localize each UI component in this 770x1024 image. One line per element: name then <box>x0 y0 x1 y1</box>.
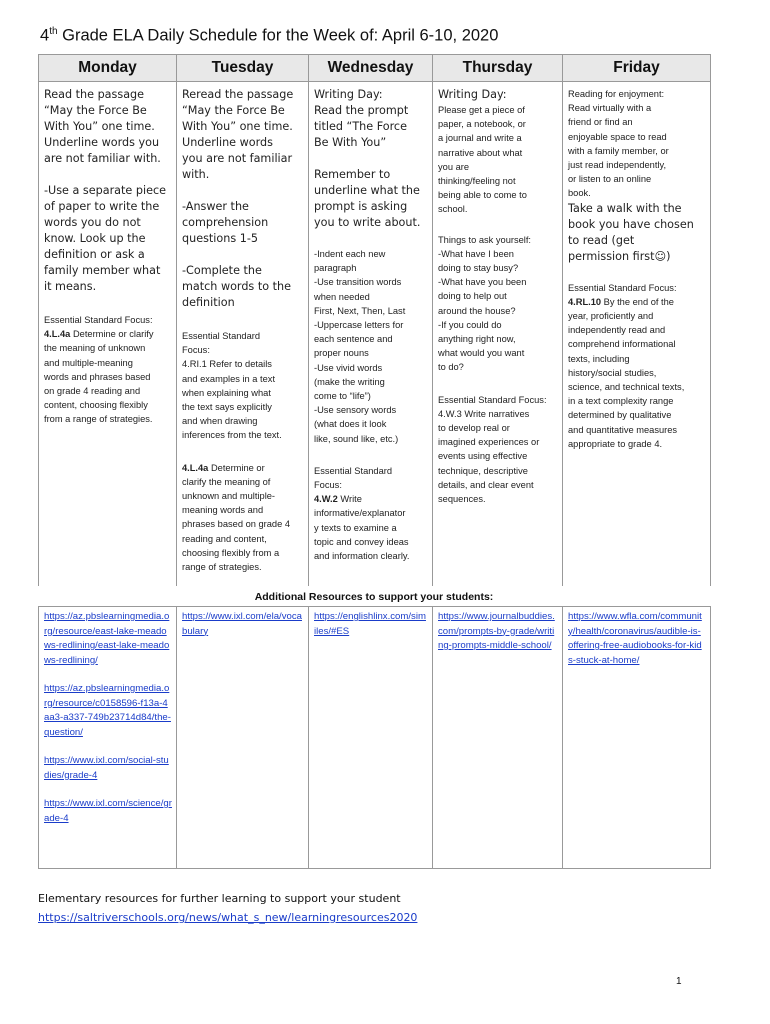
instruction-text <box>182 199 304 247</box>
schedule-content-row <box>39 82 711 587</box>
resource-link[interactable]: https://az.pbslearningmedia.org/resource/east-lake-meadows-redlining/east-lake-meadows-redlining/ <box>44 611 170 666</box>
block-text: By the end of the year, proficiently and independently read and comprehend informational texts, including history/social studies, science, and technical texts, in a text complexity range determined by qualitative and quantitative measures appropriate to grade 4. <box>568 296 685 449</box>
resource-link[interactable]: https://englishlinx.com/similes/#ES <box>314 611 426 637</box>
block-text: Reread the passage “May the Force Be With You” one time. Underline words you are not familiar with. <box>182 88 294 181</box>
footer-text: Elementary resources for further learning to support your student <box>38 892 401 905</box>
resources-row <box>39 607 711 869</box>
detail-text <box>182 329 304 443</box>
spacer <box>44 167 172 183</box>
detail-text <box>568 281 706 295</box>
footer-link[interactable]: https://saltriverschools.org/news/what_s_new/learningresources2020 <box>38 911 418 924</box>
block-text: Essential Standard Focus: <box>44 315 153 325</box>
day-header: Thursday <box>433 55 563 82</box>
block-text: -Indent each new paragraph -Use transition words when needed First, Next, Then, Last -Uppercase letters for each sentence and proper nouns -Use vivid words (make the writing come to “life”) -Use sensory words (what does it look like, sound like, etc.) <box>314 249 406 444</box>
block-text: -Answer the comprehension questions 1-5 <box>182 200 269 245</box>
detail-text <box>438 393 558 507</box>
spacer <box>568 265 706 281</box>
detail-text <box>438 233 558 375</box>
day-header: Friday <box>563 55 711 82</box>
spacer <box>314 151 428 167</box>
block-text: Essential Standard Focus: <box>568 282 677 293</box>
thursday-cell <box>433 82 563 587</box>
resource-link[interactable]: https://www.wfla.com/community/health/coronavirus/audible-is-offering-free-audiobooks-for-kids-stuck-at-home/ <box>568 611 702 666</box>
monday-cell <box>39 82 177 587</box>
detail-text <box>568 295 706 451</box>
detail-text <box>568 87 706 201</box>
day-header: Tuesday <box>177 55 309 82</box>
block-text: Things to ask yourself: -What have I been doing to stay busy? -What have you been doing to help out around the house? -If you could do anything right now, what would you want to do? <box>438 234 532 373</box>
resource-link[interactable]: https://az.pbslearningmedia.org/resource/c0158596-f13a-4aa3-a337-749b23714d84/the-question/ <box>44 683 171 738</box>
instruction-text <box>182 87 304 183</box>
day-header: Wednesday <box>309 55 433 82</box>
block-text: Determine or clarify the meaning of unknown and multiple-meaning words and phrases based on grade 4 reading and content, choosing flexibly from a range of strategies. <box>44 329 154 425</box>
resource-cell <box>433 607 563 869</box>
resource-link[interactable]: https://www.ixl.com/social-studies/grade-4 <box>44 755 169 781</box>
schedule-header-row <box>39 55 711 82</box>
resource-cell <box>309 607 433 869</box>
instruction-text <box>438 87 558 103</box>
instruction-text <box>568 201 706 265</box>
resource-cell <box>39 607 177 869</box>
spacer <box>438 375 558 393</box>
instruction-text <box>314 167 428 231</box>
page-number: 1 <box>676 976 682 987</box>
block-text: Write informative/explanator y texts to examine a topic and convey ideas and information clearly. <box>314 494 410 562</box>
day-header: Monday <box>39 55 177 82</box>
resources-table <box>38 606 711 869</box>
block-text: Essential Standard Focus: <box>314 465 393 491</box>
resource-link[interactable]: https://www.ixl.com/ela/vocabulary <box>182 611 302 637</box>
resources-heading: Additional Resources to support your students: <box>254 591 494 603</box>
spacer <box>44 668 172 682</box>
detail-text <box>314 247 428 446</box>
block-text: -Complete the match words to the definition <box>182 264 291 309</box>
standard-code: 4.L.4a <box>182 462 209 473</box>
block-text: Reading for enjoyment: Read virtually with a friend or find an enjoyable space to read with a family member, or just read independently, or listen to an online book. <box>568 89 669 199</box>
schedule-table <box>38 54 711 586</box>
block-text: Writing Day: Read the prompt titled “The Force Be With You” <box>314 88 409 149</box>
standard-code: 4.L.4a <box>44 329 71 340</box>
detail-text <box>314 492 428 563</box>
wednesday-cell <box>309 82 433 587</box>
resource-link[interactable]: https://www.ixl.com/science/grade-4 <box>44 798 172 824</box>
instruction-text <box>314 87 428 151</box>
detail-text <box>438 103 558 217</box>
resource-cell <box>563 607 711 869</box>
tuesday-cell <box>177 82 309 587</box>
block-text: Writing Day: <box>438 88 507 101</box>
spacer <box>44 783 172 797</box>
block-text: Determine or clarify the meaning of unknown and multiple- meaning words and phrases based on grade 4 reading and content, choosing flexibly from a range of strategies. <box>182 462 291 573</box>
spacer <box>182 247 304 263</box>
page-title: 4th Grade ELA Daily Schedule for the Week of: April 6-10, 2020 <box>40 26 499 45</box>
spacer <box>182 443 304 461</box>
spacer <box>314 446 428 464</box>
instruction-text <box>182 263 304 311</box>
block-text: Essential Standard Focus: 4.RI.1 Refer to details and examples in a text when explaining what the text says explicitly and when drawing inferences from the text. <box>182 331 282 441</box>
spacer <box>44 295 172 313</box>
block-text: -Use a separate piece of paper to write the words you do not know. Look up the definition or ask a family member what it means. <box>44 184 166 293</box>
detail-text <box>44 327 172 426</box>
detail-text <box>182 461 304 575</box>
block-text: Please get a piece of paper, a notebook, or a journal and write a narrative about what you are thinking/feeling not being able to come to school. <box>438 105 527 215</box>
detail-text <box>314 464 428 492</box>
spacer <box>314 231 428 247</box>
spacer <box>182 183 304 199</box>
standard-code: 4.W.2 <box>314 494 338 505</box>
spacer <box>182 311 304 329</box>
resource-link[interactable]: https://www.journalbuddies.com/prompts-by-grade/writing-prompts-middle-school/ <box>438 611 555 651</box>
detail-text <box>44 313 172 327</box>
block-text: Remember to underline what the prompt is asking you to write about. <box>314 168 421 229</box>
block-text: Take a walk with the book you have chosen to read (get permission first☺) <box>568 201 694 263</box>
block-text: Read the passage “May the Force Be With You” one time. Underline words you are not familiar with. <box>44 88 161 165</box>
spacer <box>44 740 172 754</box>
block-text: Essential Standard Focus: 4.W.3 Write narratives to develop real or imagined experiences or events using effective technique, descriptive details, and clear event sequences. <box>438 394 547 505</box>
instruction-text <box>44 183 172 295</box>
resource-cell <box>177 607 309 869</box>
spacer <box>438 217 558 233</box>
friday-cell <box>563 82 711 587</box>
standard-code: 4.RL.10 <box>568 296 602 307</box>
instruction-text <box>44 87 172 167</box>
